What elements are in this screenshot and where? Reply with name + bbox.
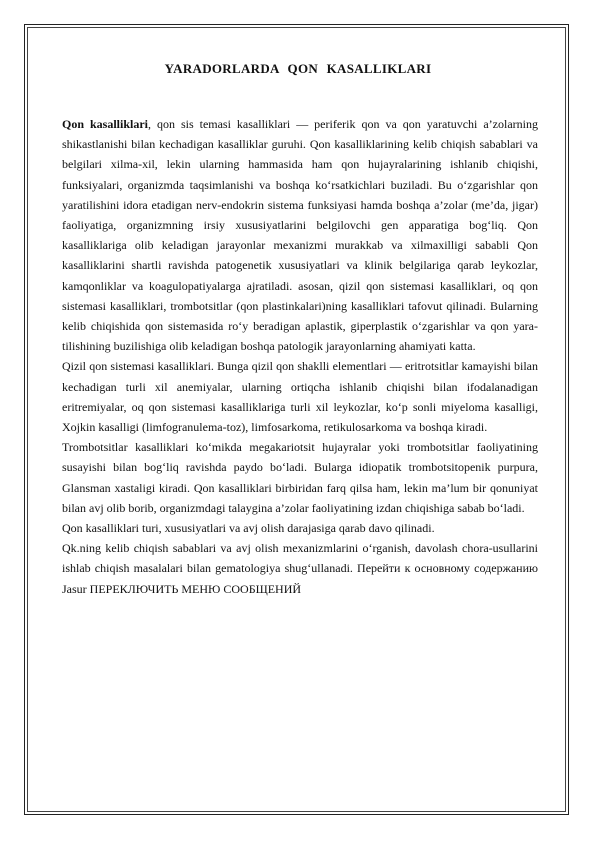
document-title: YARADORLARDA QON KASALLIKLARI xyxy=(164,61,432,76)
paragraph-1-text: , qon sis temasi kasalliklari — periferik qon va qon yaratuvchi a’zolarning shikastlanishi bilan kechadigan kasalliklar guruhi. Qon kasalliklarining kelib chiqish sabablari va belgilari xilma-xil, lekin ularning hammasida ham qon hujayralarining ishlanib chiqishi, funksiyalari, organizmda taqsimlanishi va boshqa ko‘rsatkichlari buziladi. Bu o‘zgarishlar qon yaratilishini idora etadigan nerv-endokrin sistema funksiyasi hamda boshqa a’zolar (me’da, jigar) faoliyatiga, organizmning irsiy xususiyatlarini belgilovchi gen apparatiga bog‘liq. Qon kasalliklariga olib keladigan jarayonlar mexanizmi murakkab va xilmaxilligi sababli Qon kasalliklarini shartli ravishda patogenetik xususiyatlari va klinik belgilariga qarab leykozlar, kamqonliklar va koagulopatiyalarga ajratiladi. asosan, qizil qon sistemasi kasalliklari, oq qon sistemasi kasalliklari, trombotsitlar (qon plastinkalari)ning kasalliklari tafovut qilinadi. Bularning kelib chiqishida qon sistemasida ro‘y beradigan aplastik, giperplastik o‘zgarishlar va qon yara-tilishining buzilishiga olib keladigan boshqa patologik jarayonlarning ahamiyati katta. xyxy=(62,117,538,354)
intro-term: Qon kasalliklari xyxy=(62,117,148,131)
paragraph-4: Qon kasalliklari turi, xususiyatlari va avj olish darajasiga qarab davo qilinadi. xyxy=(62,521,435,536)
paragraph-1 xyxy=(62,114,538,356)
paragraph-5: Qk.ning kelib chiqish sabablari va avj olish mexanizmlarini o‘rganish, davolash chora-usullarini ishlab chiqish masalalari bilan gematologiya shug‘ullanadi. Перейти к основному содержанию Jasur ПЕРЕКЛЮЧИТЬ МЕНЮ СООБЩЕНИЙ xyxy=(62,541,538,596)
document-body xyxy=(62,114,538,599)
paragraph-2: Qizil qon sistemasi kasalliklari. Bunga qizil qon shaklli elementlari — eritrotsitlar kamayishi bilan kechadigan turli xil anemiyalar, ularning ortiqcha ishlanib chiqishi bilan ifodalanadigan eritremiyalar, oq qon sistemasi kasalliklariga turli xil leykozlar, ko‘p sonli miyeloma kasalligi, Xojkin kasalligi (limfogranulema-toz), limfosarkoma, retikulosarkoma va boshqa kiradi. xyxy=(62,359,538,435)
paragraph-3: Trombotsitlar kasalliklari ko‘mikda megakariotsit hujayralar yoki trombotsitlar faoliyatining susayishi bilan bog‘liq ravishda paydo bo‘ladi. Bularga idiopatik trombotsitopenik purpura, Glansman xastaligi kiradi. Qon kasalliklari birbiridan farq qilsa ham, lekin ma’lum bir qonuniyat bilan avj olib borib, organizmdagi talaygina a’zolar faoliyatining izdan chiqishiga sabab bo‘ladi. xyxy=(62,440,538,515)
